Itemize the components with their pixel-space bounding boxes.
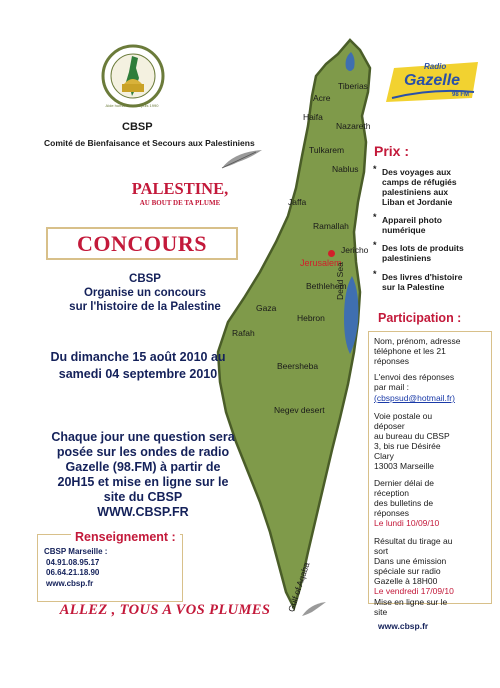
renseignement-lines: [44, 547, 107, 589]
intro-line-3: sur l'histoire de la Palestine: [69, 301, 221, 313]
participation-line: Clary: [374, 451, 394, 461]
concours-label: CONCOURS: [77, 230, 207, 256]
prix-line: palestiniens aux: [382, 187, 449, 197]
participation-line: réponses: [374, 356, 409, 366]
radio-freq: 98 FM: [452, 92, 470, 98]
participation-line: Dans une émission: [374, 556, 447, 566]
daily-line-2: posée sur les ondes de radio: [56, 445, 230, 459]
dead-sea-label: Dead Sea: [335, 262, 345, 300]
city-nazareth: Nazareth: [336, 121, 371, 131]
renseignement-line: CBSP Marseille :: [44, 547, 108, 556]
participation-line: sort: [374, 546, 389, 556]
participation-line: site: [374, 607, 388, 617]
negev-label: Negev desert: [274, 405, 325, 415]
prix-line: sur la Palestine: [382, 282, 445, 292]
dates-line-1: Du dimanche 15 août 2010 au: [50, 350, 226, 364]
org-name: CBSP: [122, 121, 153, 133]
participation-line: 3, bis rue Désirée: [374, 441, 441, 451]
city-jericho: Jericho: [341, 245, 369, 255]
cbsp-logo: [82, 44, 184, 108]
renseignement-title: Renseignement :: [71, 530, 180, 544]
org-full-name: Comité de Bienfaisance et Secours aux Palestiniens: [44, 138, 255, 148]
radio-gazelle-label: Gazelle: [404, 72, 461, 89]
city-jaffa: Jaffa: [288, 197, 307, 207]
participation-line: Voie postale ou: [374, 411, 433, 421]
city-haifa: Haifa: [303, 112, 323, 122]
daily-line-6: WWW.CBSP.FR: [97, 505, 189, 519]
city-rafah: Rafah: [232, 328, 255, 338]
daily-line-4: 20H15 et mise en ligne sur le: [57, 475, 229, 489]
participation-result-date: Le vendredi 17/09/10: [374, 586, 454, 596]
city-ramallah: Ramallah: [313, 221, 349, 231]
intro-line-2: Organise un concours: [83, 287, 207, 299]
participation-line: des bulletins de: [374, 498, 434, 508]
participation-line: Dernier délai de: [374, 478, 435, 488]
prix-item: * Appareil photo numérique: [374, 215, 492, 235]
renseignement-line: 06.64.21.18.90: [46, 568, 100, 577]
participation-line: 13003 Marseille: [374, 461, 435, 471]
participation-line: au bureau du CBSP: [374, 431, 450, 441]
prix-line: palestiniens: [382, 253, 432, 263]
participation-line: Résultat du tirage au: [374, 536, 453, 546]
daily-line-3: Gazelle (98.FM) à partir de: [65, 460, 221, 474]
prix-item: * Des voyages aux camps de réfugiés palestiniens aux Liban et Jordanie: [374, 167, 492, 207]
participation-line: téléphone et les 21: [374, 346, 446, 356]
daily-question-block: [38, 430, 248, 520]
prix-title: Prix :: [374, 143, 410, 159]
participation-line: déposer: [374, 421, 405, 431]
city-gaza: Gaza: [256, 303, 277, 313]
prix-line: Des lots de produits: [382, 243, 464, 253]
participation-title: Participation :: [378, 311, 462, 325]
jerusalem-marker: [328, 250, 335, 257]
daily-line-5: site du CBSP: [103, 490, 183, 504]
participation-line: Gazelle à 18H00: [374, 576, 438, 586]
website-link[interactable]: www.cbsp.fr: [378, 621, 429, 631]
participation-line: par mail :: [374, 382, 409, 392]
participation-line: L'envoi des réponses: [374, 372, 455, 382]
city-hebron: Hebron: [297, 313, 325, 323]
participation-line: réponses: [374, 508, 409, 518]
prix-line: numérique: [382, 225, 426, 235]
participation-line: Nom, prénom, adresse: [374, 336, 461, 346]
dates-block: [14, 349, 262, 383]
prix-line: Des voyages aux: [382, 167, 451, 177]
palestine-subtitle: AU BOUT DE TA PLUME: [139, 199, 221, 207]
city-jerusalem: Jerusalem: [300, 258, 342, 268]
renseignement-line: www.cbsp.fr: [46, 578, 94, 588]
participation-line: Mise en ligne sur le: [374, 597, 448, 607]
prix-item: * Des lots de produits palestiniens: [374, 243, 492, 263]
prix-line: camps de réfugiés: [382, 177, 457, 187]
dates-line-2: samedi 04 septembre 2010: [58, 367, 218, 381]
prix-line: Appareil photo: [382, 215, 442, 225]
daily-line-1: Chaque jour une question sera: [51, 430, 235, 444]
prix-line: Liban et Jordanie: [382, 197, 453, 207]
city-nablus: Nablus: [332, 164, 359, 174]
participation-line: réception: [374, 488, 409, 498]
radio-label: Radio: [424, 62, 447, 71]
aqaba-label: Gulf of Aqaba: [286, 561, 312, 614]
city-tulkarem: Tulkarem: [309, 145, 345, 155]
intro-line-1: CBSP: [129, 273, 161, 285]
logo-caption: Aide humanitaire depuis 1990: [105, 103, 159, 108]
city-beersheba: Beersheba: [277, 361, 319, 371]
prix-item: * Des livres d'histoire sur la Palestine: [374, 272, 492, 292]
participation-email-link[interactable]: (cbspsud@hotmail.fr): [374, 393, 455, 403]
city-acre: Acre: [313, 93, 331, 103]
participation-line: spéciale sur radio: [374, 566, 441, 576]
feather-icon: [300, 600, 328, 623]
city-tiberias: Tiberias: [338, 81, 368, 91]
palestine-title: PALESTINE,: [131, 179, 229, 198]
allez-slogan: ALLEZ , TOUS A VOS PLUMES: [59, 602, 271, 618]
participation-deadline: Le lundi 10/09/10: [374, 518, 440, 528]
prix-line: Des livres d'histoire: [382, 272, 463, 282]
intro-block: [45, 272, 245, 314]
renseignement-line: 04.91.08.95.17: [46, 557, 100, 567]
city-bethlehem: Bethlehem: [306, 281, 347, 291]
